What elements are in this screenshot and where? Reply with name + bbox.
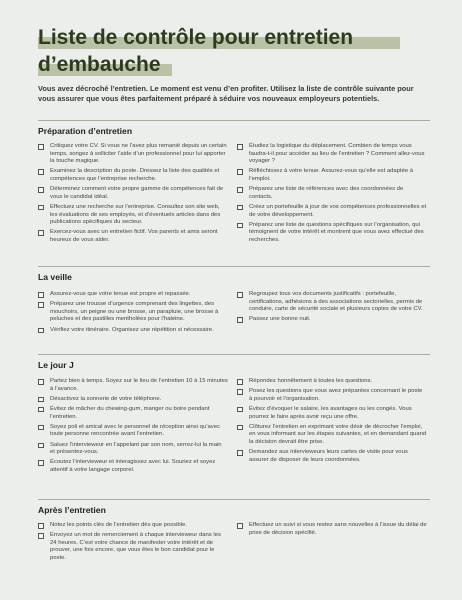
checklist-item bbox=[38, 229, 228, 244]
checklist-item-label: Examinez la description du poste. Dressez la liste des qualités et compétences que l’entreprise recherche. bbox=[50, 168, 220, 182]
section-veille-right bbox=[237, 291, 427, 327]
checklist-item bbox=[237, 388, 427, 403]
checklist-item bbox=[38, 327, 228, 335]
checklist-item bbox=[38, 396, 228, 404]
checklist-item bbox=[38, 301, 228, 324]
checklist-item bbox=[237, 378, 427, 386]
checklist-item-label: Créez un portefeuille à jour de vos compétences professionnelles et de votre développement. bbox=[249, 203, 427, 218]
section-preparation-right bbox=[237, 143, 427, 247]
checkbox[interactable] bbox=[237, 317, 243, 323]
checkbox[interactable] bbox=[237, 292, 243, 298]
checkbox[interactable] bbox=[237, 389, 243, 395]
checkbox[interactable] bbox=[237, 407, 243, 413]
title-line-1: Liste de contrôle pour entretien bbox=[38, 26, 354, 49]
checkbox[interactable] bbox=[38, 425, 44, 431]
checklist-item bbox=[237, 316, 427, 324]
checklist-item bbox=[237, 291, 427, 314]
checklist-item bbox=[38, 459, 228, 474]
checkbox[interactable] bbox=[237, 223, 243, 229]
section-title-veille: La veille bbox=[38, 272, 72, 282]
checklist-item bbox=[38, 424, 228, 439]
checkbox[interactable] bbox=[38, 302, 44, 308]
checkbox[interactable] bbox=[237, 169, 243, 175]
section-title-apres: Après l’entretien bbox=[38, 505, 106, 515]
checklist-item-label: Déterminez comment votre propre gamme de compétences fait de vous le candidat idéal. bbox=[50, 186, 224, 200]
section-preparation-left bbox=[38, 143, 228, 247]
title-line-2: d’embauche bbox=[38, 53, 161, 76]
checklist-item bbox=[237, 186, 427, 201]
checklist-item-label: Désactivez la sonnerie de votre téléphone. bbox=[50, 395, 162, 402]
checkbox[interactable] bbox=[237, 450, 243, 456]
checklist-item-label: Vérifiez votre itinéraire. Organisez une répétition si nécessaire. bbox=[50, 326, 214, 333]
checklist-item-label: Répondez honnêtement à toutes les questions. bbox=[249, 378, 373, 384]
section-title-preparation: Préparation d’entretien bbox=[38, 126, 133, 136]
checkbox[interactable] bbox=[38, 533, 44, 539]
checklist-item bbox=[237, 424, 427, 447]
checkbox[interactable] bbox=[38, 205, 44, 211]
checklist-item-label: Critiquez votre CV. Si vous ne l’avez plus remanié depuis un certain temps, songez à solliciter l’aide d’un professionnel pour lui apporter la touche magique. bbox=[50, 143, 227, 165]
checkbox[interactable] bbox=[38, 443, 44, 449]
checklist-item bbox=[38, 204, 228, 227]
section-jour-j-right bbox=[237, 378, 427, 467]
section-apres-right bbox=[237, 522, 427, 540]
checkbox[interactable] bbox=[38, 169, 44, 175]
checklist-item-label: Soyez poli et amical avec le personnel de réception ainsi qu’avec toute personne rencontrée avant l’entretien. bbox=[50, 423, 220, 438]
checkbox[interactable] bbox=[38, 292, 44, 298]
checkbox[interactable] bbox=[38, 397, 44, 403]
page-title bbox=[38, 24, 438, 78]
checklist-item-label: Posez les questions que vous avez préparées concernant le poste à pourvoir et l’organisation. bbox=[249, 388, 423, 402]
section-title-jour-j: Le jour J bbox=[38, 360, 74, 370]
checklist-item bbox=[237, 449, 427, 464]
checklist-item bbox=[38, 406, 228, 421]
checklist-item bbox=[38, 522, 228, 530]
checkbox[interactable] bbox=[38, 144, 44, 150]
checkbox[interactable] bbox=[38, 328, 44, 334]
checkbox[interactable] bbox=[237, 187, 243, 193]
checklist-item-label: Étudiez la logistique du déplacement. Combien de temps vous faudra-t-il pour accéder au lieu de l’entretien ? Comment allez-vous voyager ? bbox=[249, 143, 425, 165]
checklist-item-label: Exercez-vous avec un entretien fictif. Vos parents et amis seront heureux de vous aider. bbox=[50, 229, 218, 243]
section-veille-left bbox=[38, 291, 228, 337]
checkbox[interactable] bbox=[237, 144, 243, 150]
checklist-item-label: Notez les points clés de l’entretien dès que possible. bbox=[50, 522, 187, 528]
section-divider bbox=[38, 499, 430, 500]
checklist-item bbox=[38, 168, 228, 183]
checkbox[interactable] bbox=[237, 379, 243, 385]
checklist-item-label: Partez bien à temps. Soyez sur le lieu de l’entretien 10 à 15 minutes à l’avance. bbox=[50, 378, 228, 392]
checklist-item bbox=[38, 186, 228, 201]
checklist-item-label: Préparez une liste de références avec des coordonnées de contacts. bbox=[249, 186, 404, 200]
checkbox[interactable] bbox=[38, 460, 44, 466]
checklist-item-label: Clôturez l’entretien en exprimant votre désir de décrocher l’emploi, en vous informant sur les étapes suivantes, et en demandant quand la décision devrait être prise. bbox=[249, 423, 427, 445]
checkbox[interactable] bbox=[38, 407, 44, 413]
checklist-item bbox=[38, 143, 228, 166]
checklist-item bbox=[237, 406, 427, 421]
checklist-item-label: Préparez une trousse d’urgence comprenant des lingettes, des mouchoirs, un peigne ou une brosse, un parapluie, une brosse à peluches et des pastilles mentholées pour l’haleine. bbox=[50, 301, 219, 323]
checklist-item bbox=[237, 222, 427, 245]
checkbox[interactable] bbox=[38, 379, 44, 385]
section-apres-left bbox=[38, 522, 228, 565]
checklist-item-label: Effectuez une recherche sur l’entreprise. Consultez son site web, les évaluations de ses employés, et d’éventuels articles dans des publications spécifiques du secteur. bbox=[50, 203, 221, 226]
checklist-item bbox=[237, 168, 427, 183]
section-divider bbox=[38, 266, 430, 267]
checklist-item bbox=[38, 291, 228, 299]
section-jour-j-left bbox=[38, 378, 228, 477]
section-divider bbox=[38, 354, 430, 355]
checklist-item-label: Évitez d’évoquer le salaire, les avantages ou les congés. Vous pourrez le faire après avoir reçu une offre. bbox=[249, 405, 412, 420]
checklist-item-label: Préparez une liste de questions spécifiques sur l’organisation, qui témoignent de votre intérêt et montrent que vous avez effectué des recherches. bbox=[249, 221, 424, 243]
checklist-item bbox=[237, 143, 427, 166]
checklist-item-label: Envoyez un mot de remerciement à chaque intervieweur dans les 24 heures. C’est votre chance de manifester votre intérêt et de prouver, une fois encore, que vous êtes le bon candidat pour le poste. bbox=[50, 532, 221, 561]
checklist-item bbox=[38, 442, 228, 457]
checklist-item bbox=[38, 532, 228, 562]
checkbox[interactable] bbox=[237, 523, 243, 529]
checklist-item-label: Réfléchissez à votre tenue. Assurez-vous qu’elle est adaptée à l’emploi. bbox=[249, 168, 414, 182]
checkbox[interactable] bbox=[237, 425, 243, 431]
checklist-item bbox=[237, 204, 427, 219]
checkbox[interactable] bbox=[38, 187, 44, 193]
checklist-item-label: Évitez de mâcher du chewing-gum, manger ou boire pendant l’entretien. bbox=[50, 405, 210, 420]
checkbox[interactable] bbox=[38, 523, 44, 529]
checklist-item bbox=[38, 378, 228, 393]
checklist-item-label: Saluez l’intervieweur en l’appelant par son nom, serrez-lui la main et présentez-vous. bbox=[50, 441, 222, 456]
checklist-item bbox=[237, 522, 427, 537]
section-divider bbox=[38, 120, 430, 121]
checklist-item-label: Assurez-vous que votre tenue est propre et repassée. bbox=[50, 291, 191, 297]
checklist-item-label: Regroupez tous vos documents justificatifs : portefeuille, certifications, adhésions à des associations sectorielles, permis de conduire, carte de sécurité sociale et plusieurs copies de votre CV. bbox=[249, 291, 423, 313]
checklist-item-label: Demandez aux intervieweurs leurs cartes de visite pour vous assurer de disposer de leurs coordonnées. bbox=[249, 449, 408, 463]
checkbox[interactable] bbox=[38, 230, 44, 236]
checklist-item-label: Écoutez l’intervieweur et interagissez avec lui. Souriez et soyez attentif à votre langage corporel. bbox=[50, 459, 216, 473]
checkbox[interactable] bbox=[237, 205, 243, 211]
checklist-item-label: Passez une bonne nuit. bbox=[249, 316, 311, 323]
intro-text: Vous avez décroché l’entretien. Le moment est venu d’en profiter. Utilisez la liste de contrôle suivante pour vous assurer que vous êtes parfaitement préparé à séduire vos nouveaux employeurs potentiels. bbox=[38, 84, 414, 103]
checklist-item-label: Effectuez un suivi si vous restez sans nouvelles à l’issue du délai de prise de décision spécifié. bbox=[249, 522, 427, 536]
